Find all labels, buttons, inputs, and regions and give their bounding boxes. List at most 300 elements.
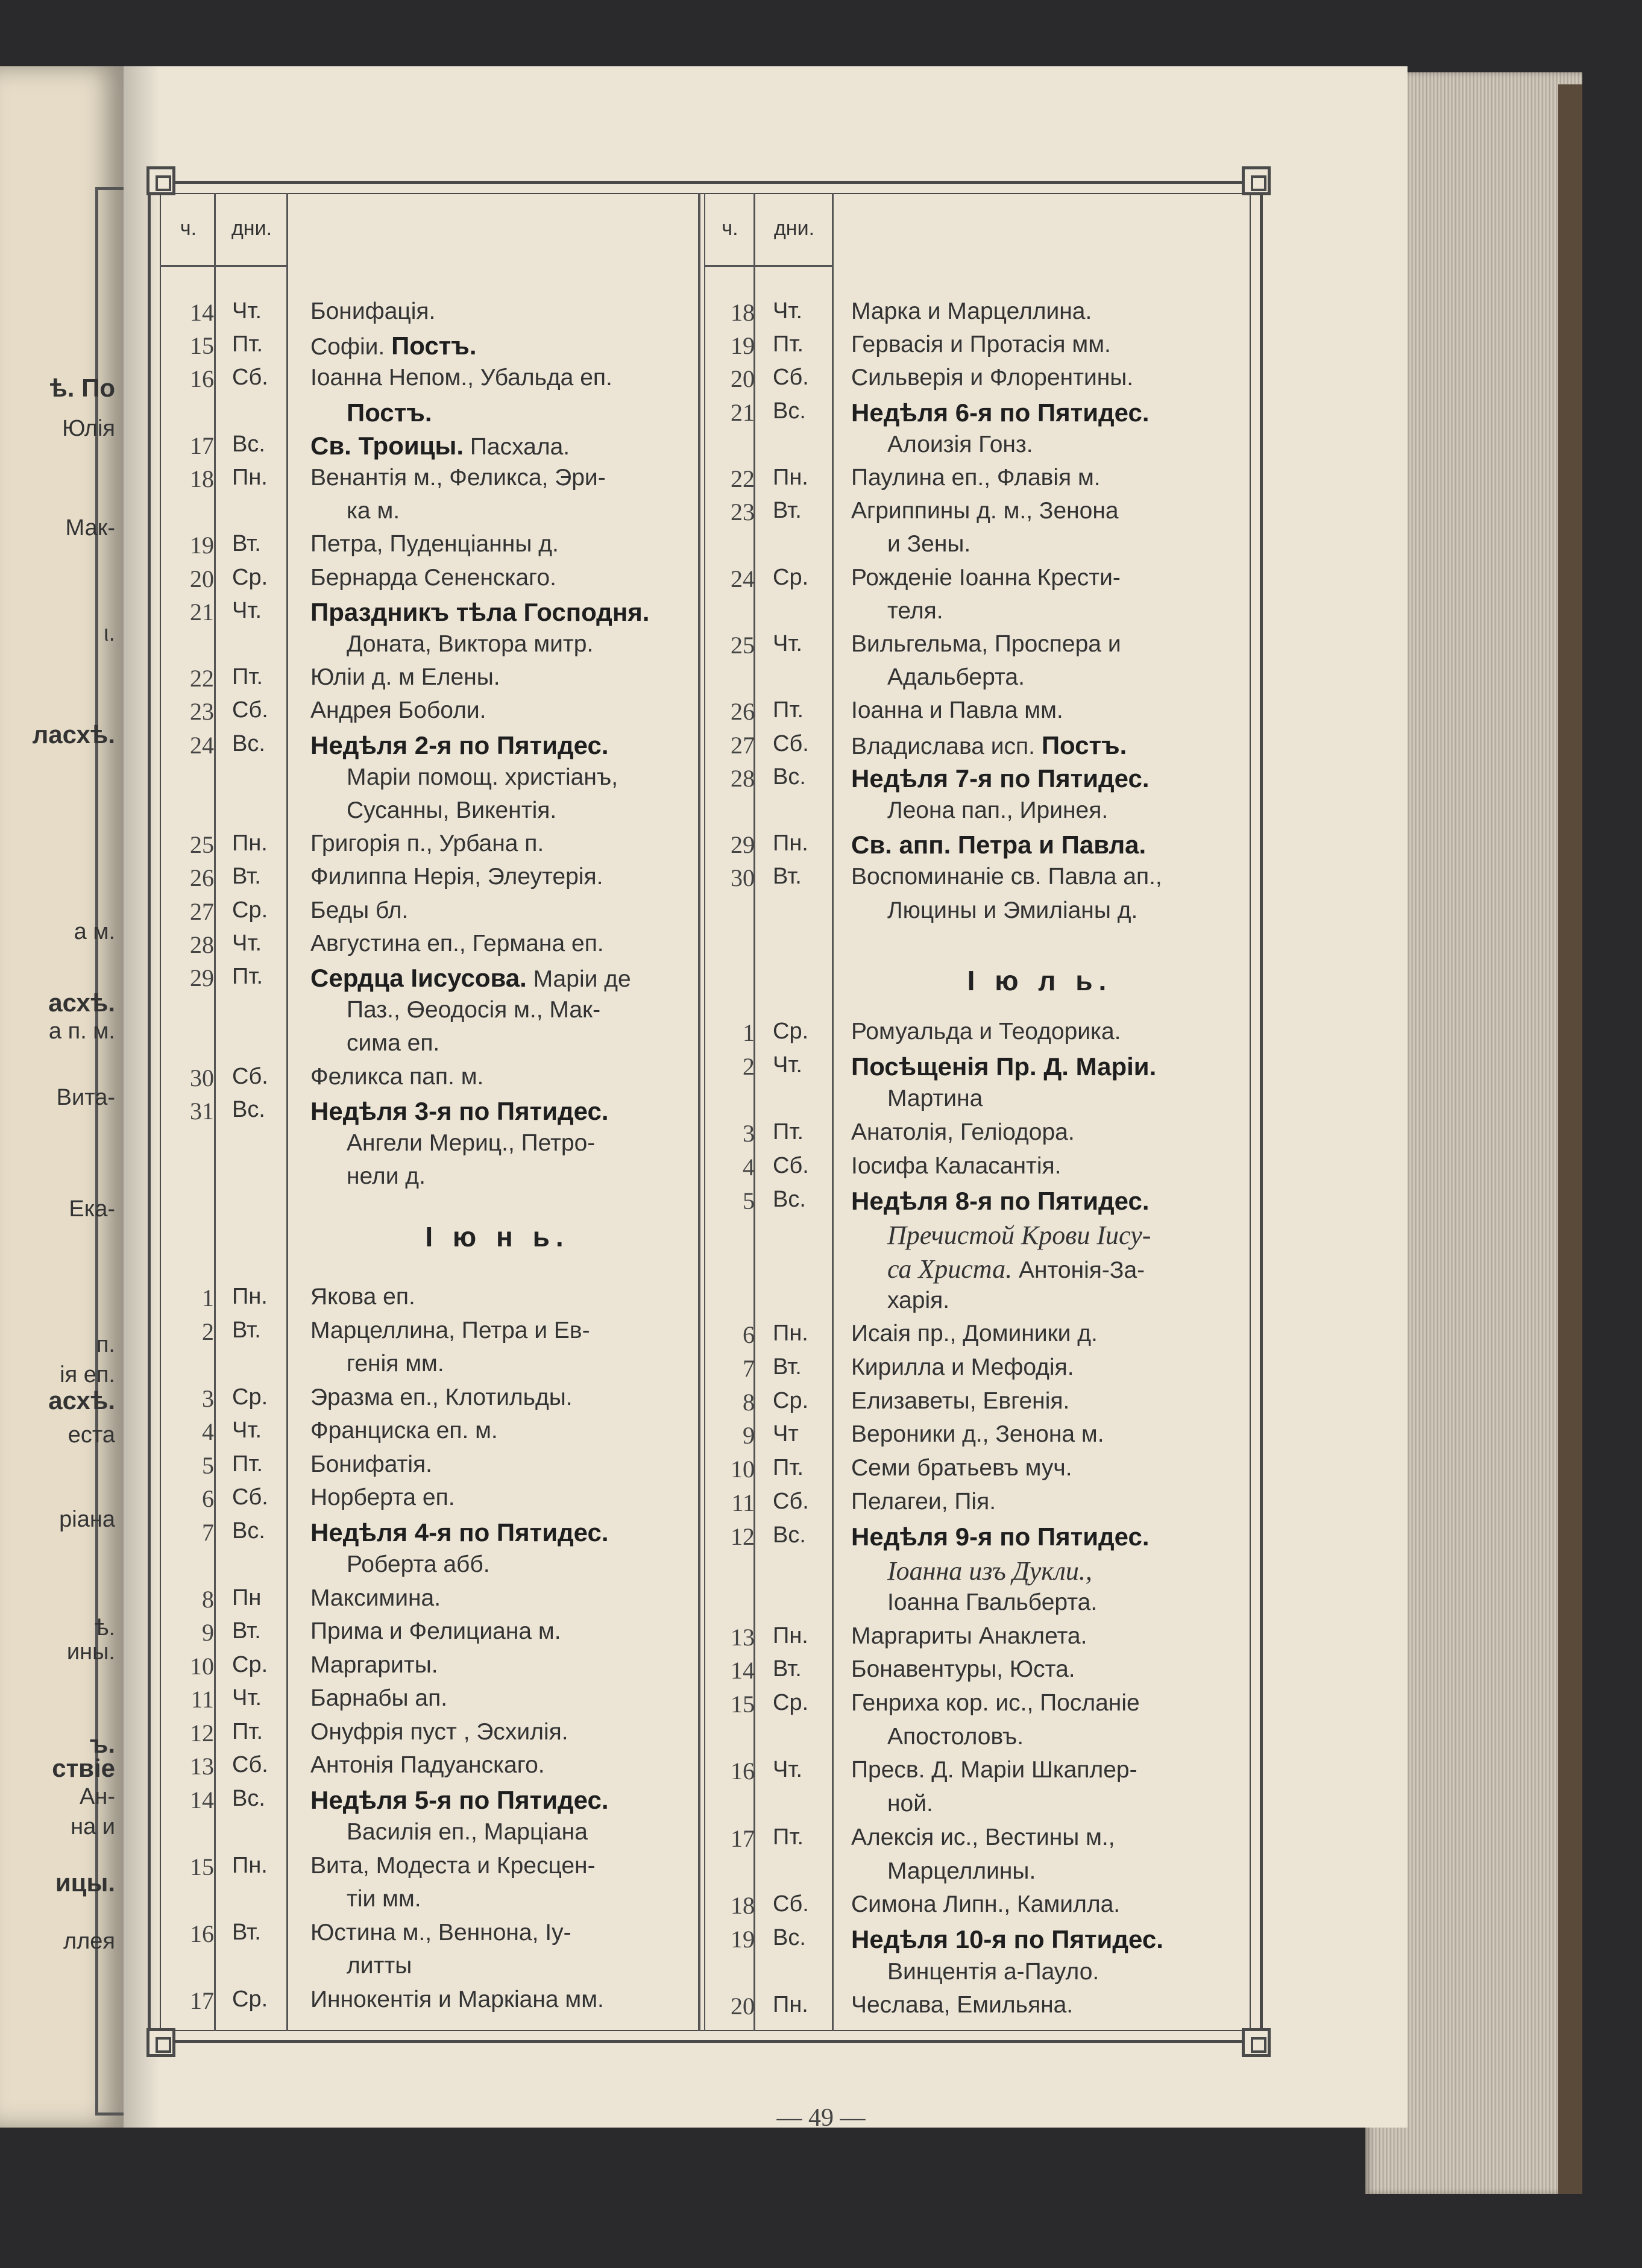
weekday: Ср. (773, 1690, 809, 1715)
entry-text: Маріи помощ. христіанъ, (347, 764, 618, 790)
entry-text: Гервасія и Протасія мм. (851, 331, 1111, 358)
day-number: 20 (190, 565, 214, 592)
weekday: Пн. (232, 1284, 268, 1309)
day-number: 6 (202, 1485, 214, 1512)
entry-text: Вита, Модеста и Кресцен- (310, 1852, 596, 1879)
entry-text: Паулина еп., Флавія м. (851, 465, 1101, 491)
calendar-row (166, 1484, 455, 1518)
weekday: Вт. (773, 498, 802, 524)
entry-text: Кирилла и Мефодія. (851, 1354, 1074, 1380)
saints-entry (292, 531, 559, 558)
entry-text: Бернарда Сененскаго. (310, 564, 556, 591)
entry-text: Адальберта. (887, 664, 1025, 691)
left-page-fragment: ласхѣ. (32, 720, 115, 749)
weekday: Ср. (773, 1387, 809, 1413)
left-page-fragment: ствіе (52, 1754, 115, 1782)
calendar-row (706, 1959, 1099, 1993)
calendar-row (166, 931, 604, 964)
saints-entry (833, 1522, 1150, 1551)
month-heading-july: І ю л ь. (967, 965, 1113, 996)
left-page-fragment: асхѣ. (48, 988, 115, 1017)
saints-entry (833, 1254, 1145, 1284)
day-number: 7 (743, 1355, 755, 1382)
weekday: Сб. (773, 365, 809, 391)
entry-text: Ромуальда и Теодорика. (851, 1019, 1121, 1044)
header-num-right: ч. (722, 217, 738, 240)
calendar-row (166, 1853, 596, 1886)
day-number: 24 (731, 565, 755, 592)
saints-entry (292, 365, 612, 391)
saints-entry (833, 465, 1101, 491)
day-number: 29 (190, 964, 214, 991)
entry-text: Петра, Пуденціанны д. (310, 531, 559, 558)
entry-text: Паз., Өеодосія м., Мак- (347, 997, 601, 1023)
saints-entry (292, 997, 600, 1023)
weekday: Сб. (232, 1063, 268, 1089)
calendar-row (706, 731, 1127, 765)
day-number: 3 (743, 1120, 755, 1148)
saints-entry (833, 1388, 1069, 1415)
corner-ornament-top-left (146, 166, 175, 195)
calendar-row (706, 1455, 1072, 1489)
day-number: 11 (731, 1489, 755, 1516)
left-page (0, 66, 124, 2128)
weekday: Чт. (773, 1052, 803, 1078)
calendar-row (706, 1321, 1098, 1354)
calendar-row (706, 565, 1121, 598)
saints-entry (833, 1690, 1140, 1717)
day-number: 1 (202, 1284, 214, 1311)
entry-text: Мартина (887, 1085, 983, 1112)
calendar-row (706, 1287, 949, 1321)
day-number: 10 (731, 1456, 755, 1483)
day-number: 31 (190, 1097, 214, 1125)
day-number: 29 (731, 831, 755, 859)
saints-entry (292, 1097, 609, 1126)
saints-entry (833, 1959, 1099, 1985)
weekday: Вт. (773, 1354, 802, 1380)
calendar-row (706, 1489, 996, 1522)
saints-entry (292, 331, 477, 360)
saints-entry (833, 1085, 983, 1112)
saints-entry (833, 1589, 1097, 1616)
day-number: 3 (202, 1384, 214, 1412)
book-cover (1558, 84, 1582, 2194)
calendar-row (166, 598, 649, 632)
feast-title: Недѣля 5-я по Пятидес. (310, 1785, 609, 1814)
day-number: 6 (743, 1321, 755, 1349)
entry-text: ка м. (347, 498, 400, 524)
saints-entry (292, 731, 609, 760)
entry-text: Эразма еп., Клотильды. (310, 1384, 573, 1410)
feast-title: Св. Троицы. (310, 431, 464, 460)
weekday: Пт. (773, 331, 804, 357)
saints-entry (292, 1418, 498, 1444)
weekday: Чт. (232, 298, 262, 324)
saints-entry (833, 1623, 1087, 1650)
weekday: Пн. (232, 1852, 268, 1878)
saints-entry (292, 398, 432, 427)
calendar-row (166, 331, 477, 365)
saints-entry (292, 1163, 426, 1190)
calendar-row (166, 1130, 595, 1164)
saints-entry (292, 631, 593, 658)
saints-entry (292, 1064, 483, 1090)
calendar-row (166, 831, 544, 864)
entry-text: Марцеллина, Петра и Ев- (310, 1317, 590, 1343)
saints-entry (292, 697, 486, 724)
calendar-row (706, 1052, 1156, 1086)
saints-entry (292, 797, 556, 824)
weekday: Пн. (773, 831, 808, 856)
saints-entry (292, 298, 435, 325)
saints-entry (833, 1992, 1073, 2018)
entry-text: Беды бл. (310, 897, 409, 923)
day-number: 4 (202, 1418, 214, 1445)
center-rule-a (698, 193, 700, 2031)
feast-title: Недѣля 3-я по Пятидес. (310, 1096, 609, 1125)
entry-text: Іоанна Гвальберта. (887, 1589, 1098, 1615)
left-page-fragment: Юлія (62, 416, 115, 441)
day-number: 13 (731, 1623, 755, 1651)
day-number: 19 (731, 332, 755, 360)
saints-entry (292, 1953, 412, 1979)
day-number: 20 (731, 1993, 755, 2020)
calendar-row (166, 1284, 415, 1318)
entry-text: Маріи де (526, 966, 631, 992)
month-heading-june: І ю н ь. (425, 1221, 570, 1252)
day-number: 4 (743, 1153, 755, 1181)
calendar-row (166, 1752, 545, 1786)
entry-text: Семи братьевъ муч. (851, 1455, 1072, 1481)
saints-entry (833, 598, 943, 624)
entry-text: Сильверія и Флорентины. (851, 365, 1134, 391)
header-days-left: дни. (231, 217, 272, 240)
saints-entry (833, 1354, 1074, 1381)
calendar-row (166, 1551, 490, 1585)
left-page-fragment: ллея (63, 1929, 115, 1954)
saints-entry (833, 1556, 1092, 1586)
entry-text: Франциска еп. м. (310, 1418, 498, 1443)
saints-entry (292, 664, 500, 691)
weekday: Сб. (773, 1152, 809, 1178)
left-page-fragment: асхѣ. (48, 1386, 115, 1415)
calendar-row (166, 1030, 439, 1064)
saints-entry (292, 897, 408, 924)
entry-text: генія мм. (347, 1351, 444, 1377)
feast-title: Постъ. (347, 398, 432, 427)
saints-entry (833, 1757, 1137, 1783)
day-number: 27 (190, 897, 214, 925)
saints-entry (833, 1724, 1024, 1750)
saints-entry (833, 298, 1092, 325)
italic-entry: са Христа. (887, 1254, 1013, 1284)
calendar-row (166, 1886, 421, 1920)
saints-entry (833, 797, 1108, 824)
calendar-row (706, 1019, 1121, 1052)
calendar-row (166, 1953, 412, 1987)
saints-entry (833, 1187, 1150, 1216)
weekday: Сб. (232, 365, 268, 391)
day-number: 18 (731, 1892, 755, 1920)
entry-text: Алексія ис., Вестины м., (851, 1824, 1115, 1850)
calendar-row (166, 465, 606, 498)
left-page-fragment: на и (71, 1814, 115, 1839)
entry-text: теля. (887, 597, 943, 624)
weekday: Чт. (232, 1418, 262, 1443)
saints-entry (833, 697, 1063, 724)
entry-text: Апостоловъ. (887, 1723, 1024, 1750)
feast-title: Праздникъ тѣла Господня. (310, 597, 650, 626)
weekday: Вс. (773, 1186, 806, 1212)
calendar-row (706, 598, 943, 632)
weekday: Сб. (232, 1752, 268, 1777)
weekday: Вс. (773, 398, 806, 424)
calendar-row (166, 997, 600, 1031)
saints-entry (833, 764, 1150, 793)
calendar-row (166, 432, 570, 465)
day-number: 12 (731, 1522, 755, 1550)
left-page-fragment: ъ. (89, 1730, 115, 1758)
weekday: Сб. (232, 697, 268, 723)
header-days-right: дни. (773, 217, 815, 240)
weekday: Чт. (232, 1685, 262, 1710)
calendar-row (166, 1163, 426, 1197)
entry-text: Барнабы ап. (310, 1685, 448, 1711)
entry-text: Иннокентія и Маркіана мм. (310, 1986, 604, 2012)
saints-entry (292, 1819, 588, 1845)
feast-title: Недѣля 4-я по Пятидес. (310, 1518, 609, 1547)
day-number: 16 (190, 365, 214, 393)
weekday: Пт. (232, 964, 263, 989)
day-number: 18 (731, 299, 755, 326)
entry-text: Сусанны, Викентія. (347, 797, 557, 823)
saints-entry (292, 1585, 441, 1612)
day-number: 17 (190, 1987, 214, 2014)
saints-entry (833, 1287, 949, 1314)
entry-text: Пасхала. (464, 433, 570, 460)
center-rule-b (704, 193, 705, 2031)
calendar-row (166, 1652, 438, 1686)
saints-entry (292, 1886, 421, 1912)
saints-entry (833, 731, 1127, 760)
weekday: Вс. (773, 1924, 806, 1950)
left-page-fragment: Мак- (65, 515, 115, 541)
day-number: 13 (190, 1753, 214, 1780)
saints-entry (833, 1421, 1104, 1448)
day-number: 14 (190, 1786, 214, 1814)
left-page-fragment: ицы. (55, 1868, 115, 1897)
calendar-row (706, 1119, 1075, 1153)
entry-text: Маргариты. (310, 1651, 438, 1678)
weekday: Вт. (773, 864, 802, 890)
weekday: Ср. (232, 897, 268, 923)
feast-title: Посѣщенія Пр. Д. Маріи. (851, 1052, 1157, 1081)
saints-entry (292, 432, 570, 460)
calendar-row (706, 1522, 1150, 1556)
weekday: Ср. (232, 564, 268, 590)
saints-entry (292, 1752, 545, 1779)
day-number: 28 (731, 764, 755, 792)
saints-entry (292, 1920, 571, 1946)
saints-entry (833, 1220, 1151, 1251)
saints-entry (833, 664, 1025, 691)
entry-text: Якова еп. (310, 1284, 415, 1310)
day-number: 16 (731, 1758, 755, 1785)
entry-text: Воспоминаніе св. Павла ап., (851, 864, 1162, 890)
left-page-fragment: п. (96, 1332, 115, 1357)
weekday: Пт. (232, 1451, 263, 1477)
saints-entry (833, 1052, 1156, 1081)
saints-entry (833, 1489, 996, 1515)
calendar-row (706, 365, 1133, 398)
calendar-row (166, 1351, 444, 1384)
header-rule-left (160, 265, 288, 267)
weekday: Ср. (232, 1651, 268, 1677)
feast-title: Постъ. (1041, 730, 1127, 759)
weekday: Чт. (773, 631, 803, 656)
saints-entry (292, 1719, 568, 1745)
entry-text: Антонія-За- (1012, 1257, 1145, 1283)
saints-entry (292, 565, 556, 591)
entry-text: Анатолія, Геліодора. (851, 1119, 1075, 1146)
calendar-row (166, 764, 618, 798)
entry-text: сима еп. (347, 1030, 440, 1057)
weekday: Вс. (232, 730, 265, 756)
saints-entry (833, 1455, 1072, 1481)
entry-text: Винцентія а-Пауло. (887, 1958, 1099, 1985)
entry-text: Андрея Боболи. (310, 697, 486, 724)
weekday: Вт. (232, 531, 261, 557)
calendar-row (706, 897, 1137, 931)
day-number: 26 (731, 698, 755, 726)
weekday: Пт. (773, 1119, 804, 1145)
entry-text: Юстина м., Веннона, Іу- (310, 1919, 571, 1946)
page-number: — 49 — (776, 2104, 866, 2132)
calendar-row (706, 1757, 1137, 1791)
weekday: Сб. (773, 1488, 809, 1514)
saints-entry (292, 1030, 439, 1057)
entry-text: Бонавентуры, Юста. (851, 1656, 1075, 1683)
calendar-row (706, 764, 1150, 798)
day-number: 2 (743, 1052, 755, 1080)
calendar-row (166, 697, 486, 731)
day-number: 24 (190, 731, 214, 759)
calendar-row (706, 864, 1162, 897)
calendar-row (706, 1220, 1151, 1254)
day-number: 27 (731, 731, 755, 759)
day-number: 7 (202, 1518, 214, 1546)
entry-text: Норберта еп. (310, 1484, 455, 1510)
calendar-row (706, 631, 1121, 665)
entry-text: Леона пап., Иринея. (887, 797, 1109, 823)
left-page-fragment: ѣ. По (49, 374, 115, 402)
calendar-row (166, 565, 556, 598)
saints-entry (292, 1652, 438, 1679)
calendar-row (166, 1518, 609, 1552)
entry-text: Венантія м., Феликса, Эри- (310, 465, 606, 491)
entry-text: харія. (887, 1287, 950, 1313)
left-page-fragment: Ека- (69, 1196, 115, 1222)
entry-text: Софіи. (310, 334, 392, 360)
italic-entry: Іоанна изъ Дукли., (887, 1556, 1092, 1586)
day-number: 25 (190, 831, 214, 859)
day-number: 21 (731, 398, 755, 426)
saints-entry (292, 964, 631, 993)
calendar-row (166, 1987, 604, 2020)
saints-entry (292, 498, 400, 524)
saints-entry (292, 1130, 595, 1157)
calendar-row (706, 697, 1063, 731)
day-number: 21 (190, 598, 214, 626)
entry-text: Исаія пр., Доминики д. (851, 1321, 1098, 1347)
calendar-row (706, 1925, 1163, 1959)
saints-entry (292, 1685, 447, 1712)
weekday: Вс. (232, 1096, 265, 1122)
calendar-row (166, 1786, 609, 1820)
feast-title: Недѣля 7-я по Пятидес. (851, 764, 1150, 793)
saints-entry (292, 1451, 432, 1478)
day-number: 17 (731, 1824, 755, 1852)
day-number: 5 (743, 1187, 755, 1214)
saints-entry (292, 764, 618, 791)
day-number: 2 (202, 1318, 214, 1345)
entry-text: тіи мм. (347, 1886, 421, 1912)
calendar-row (166, 864, 603, 897)
calendar-row (706, 664, 1025, 698)
left-page-fragment: Ан- (80, 1784, 115, 1809)
saints-entry (833, 432, 1033, 458)
weekday: Вт. (232, 864, 261, 890)
left-page-fragment: ѣ. (95, 1615, 115, 1641)
day-number: 23 (731, 498, 755, 526)
weekday: Пт. (232, 664, 263, 690)
entry-text: Маргариты Анаклета. (851, 1622, 1087, 1649)
day-number: 11 (190, 1686, 214, 1713)
feast-title: Недѣля 6-я по Пятидес. (851, 398, 1150, 427)
weekday: Вс. (232, 431, 265, 457)
entry-text: Бонифація. (310, 298, 436, 324)
saints-entry (292, 1786, 609, 1815)
left-page-fragment: а м. (74, 919, 115, 944)
calendar-row (706, 1724, 1024, 1758)
day-number: 22 (190, 665, 214, 693)
entry-text: Юліи д. м Елены. (310, 664, 500, 691)
calendar-row (706, 1858, 1036, 1892)
entry-text: Рожденіе Іоанна Крести- (851, 564, 1121, 591)
calendar-row (166, 797, 556, 831)
header-num-left: ч. (180, 217, 197, 240)
entry-text: Роберта абб. (347, 1551, 490, 1577)
calendar-row (706, 1421, 1104, 1455)
calendar-row (166, 1418, 498, 1451)
calendar-row (706, 498, 1119, 532)
weekday: Чт. (773, 1757, 803, 1783)
italic-entry: Пречистой Крови Іису- (887, 1220, 1151, 1251)
calendar-row (166, 1064, 483, 1098)
day-number: 5 (202, 1451, 214, 1479)
left-page-fragment: ія еп. (60, 1362, 115, 1387)
day-number: 28 (190, 931, 214, 958)
day-number: 26 (190, 864, 214, 892)
entry-text: Вильгельма, Проспера и (851, 631, 1121, 657)
entry-text: Елизаветы, Евгенія. (851, 1387, 1070, 1414)
weekday: Вс. (773, 764, 806, 790)
entry-text: литты (347, 1953, 412, 1979)
calendar-row (166, 498, 400, 532)
calendar-row (166, 298, 435, 332)
saints-entry (292, 1351, 444, 1377)
